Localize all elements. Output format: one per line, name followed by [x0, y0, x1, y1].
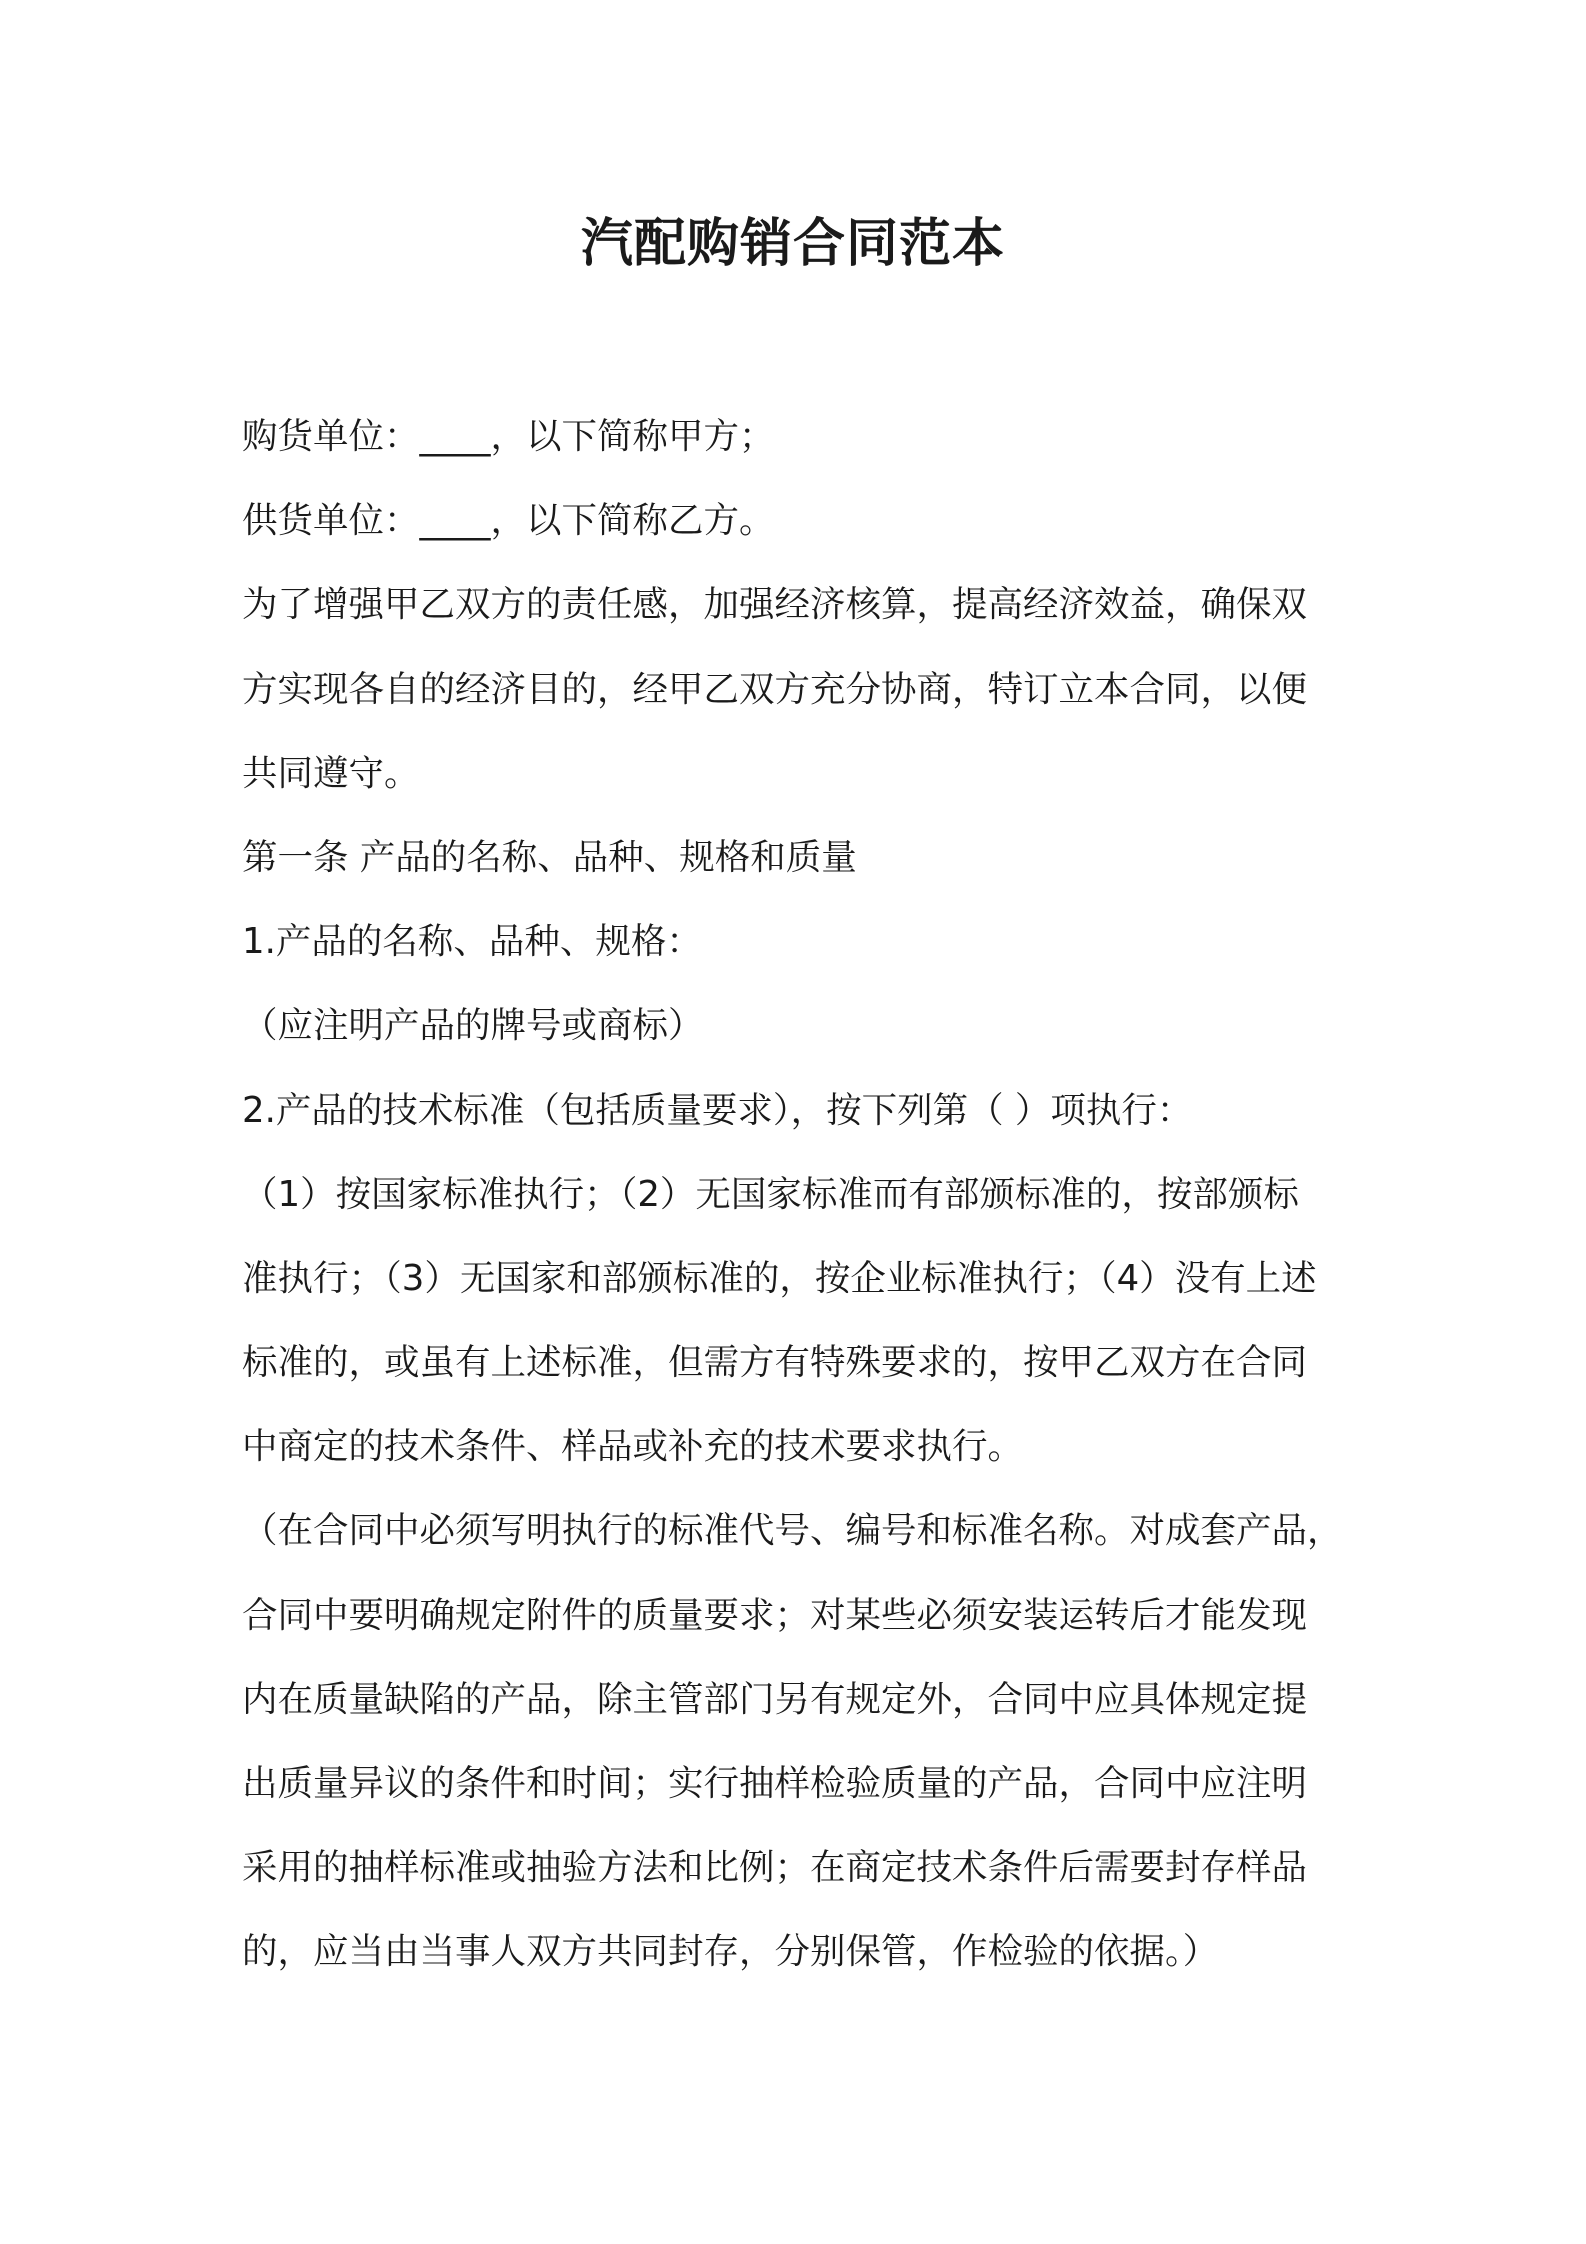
clause-1-1-note: （应注明产品的牌号或商标）: [242, 1005, 704, 1047]
note-line-2: 合同中要明确规定附件的质量要求；对某些必须安装运转后才能发现: [242, 1594, 1308, 1636]
preamble-line-1: 为了增强甲乙双方的责任感，加强经济核算，提高经济效益，确保双: [242, 584, 1308, 626]
buyer-line: 购货单位：____，以下简称甲方；: [242, 416, 775, 457]
note-line-6: 的，应当由当事人双方共同封存，分别保管，作检验的依据。）: [242, 1931, 1219, 1973]
standards-line-4: 中商定的技术条件、样品或补充的技术要求执行。: [242, 1426, 1024, 1468]
note-line-3: 内在质量缺陷的产品，除主管部门另有规定外，合同中应具体规定提: [242, 1678, 1308, 1720]
note-line-5: 采用的抽样标准或抽验方法和比例；在商定技术条件后需要封存样品: [242, 1847, 1308, 1889]
clause-1-1: 1.产品的名称、品种、规格：: [242, 921, 702, 963]
article-1-heading: 第一条 产品的名称、品种、规格和质量: [242, 836, 857, 878]
preamble-line-2: 方实现各自的经济目的，经甲乙双方充分协商，特订立本合同，以便: [242, 668, 1308, 710]
standards-line-2: 准执行；（3）无国家和部颁标准的，按企业标准执行；（4）没有上述: [242, 1257, 1317, 1299]
preamble-line-3: 共同遵守。: [242, 752, 420, 794]
standards-line-1: （1）按国家标准执行；（2）无国家标准而有部颁标准的，按部颁标: [242, 1173, 1299, 1215]
supplier-line: 供货单位：____，以下简称乙方。: [242, 500, 775, 542]
note-line-4: 出质量异议的条件和时间；实行抽样检验质量的产品，合同中应注明: [242, 1763, 1308, 1804]
document-title: 汽配购销合同范本: [580, 214, 1005, 274]
clause-1-2: 2.产品的技术标准（包括质量要求），按下列第（ ）项执行：: [242, 1089, 1193, 1131]
standards-line-3: 标准的，或虽有上述标准，但需方有特殊要求的，按甲乙双方在合同: [242, 1342, 1308, 1384]
note-line-1: （在合同中必须写明执行的标准代号、编号和标准名称。对成套产品，: [242, 1510, 1343, 1552]
document-body: [242, 395, 1362, 1995]
